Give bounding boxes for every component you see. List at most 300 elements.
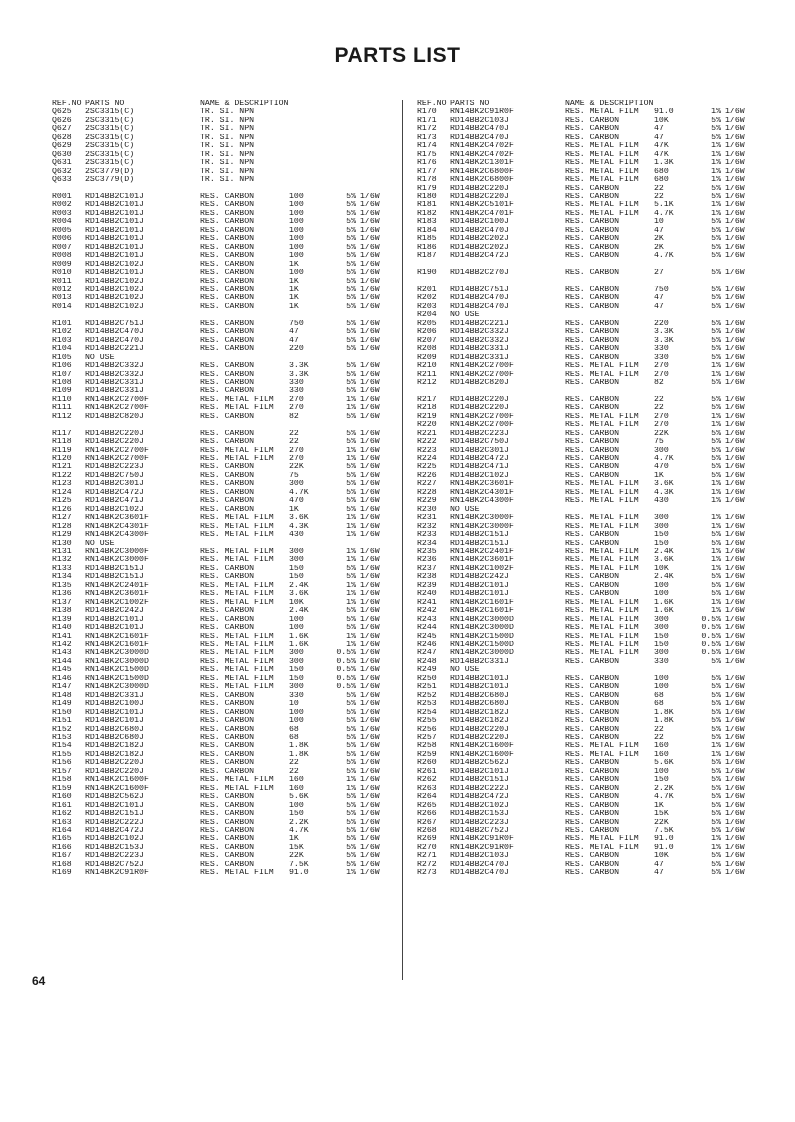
tolerance-cell: 5% (711, 226, 721, 235)
description-cell: RES. METAL FILM (200, 446, 274, 455)
wattage-cell: 1/6W (725, 446, 745, 455)
description-cell: RES. CARBON (200, 429, 255, 438)
ref-cell: R175 (417, 150, 437, 159)
wattage-cell: 1/6W (725, 607, 745, 616)
description-cell: TR. SI. NPN (200, 150, 255, 159)
tolerance-cell: 5% (346, 835, 356, 844)
wattage-cell: 1/6W (360, 201, 380, 210)
wattage-cell: 1/6W (360, 573, 380, 582)
wattage-cell: 1/6W (360, 564, 380, 573)
part-number-cell: RD14BB2C270J (450, 269, 509, 278)
tolerance-cell: 1% (711, 607, 721, 616)
description-cell: RES. CARBON (200, 691, 255, 700)
wattage-cell: 1/6W (725, 209, 745, 218)
wattage-cell: 1/6W (360, 598, 380, 607)
tolerance-cell: 5% (346, 860, 356, 869)
ref-cell: R203 (417, 302, 437, 311)
description-cell: RES. CARBON (200, 750, 255, 759)
ref-cell: R105 (52, 353, 72, 362)
ref-cell: R117 (52, 429, 72, 438)
wattage-cell: 1/6W (360, 784, 380, 793)
description-cell: RES. METAL FILM (200, 590, 274, 599)
header-ref: REF.NO (417, 100, 447, 108)
wattage-cell: 1/6W (360, 725, 380, 734)
part-number-cell: RD14BB2C680J (450, 700, 509, 709)
part-number-cell: RD14BB2C220J (85, 767, 144, 776)
table-row (52, 328, 386, 336)
part-number-cell: RN14BK2C3601F (450, 556, 514, 565)
value-cell: 1K (289, 835, 299, 844)
tolerance-cell: 1% (346, 395, 356, 404)
tolerance-cell: 5% (346, 826, 356, 835)
tolerance-cell: 5% (711, 810, 721, 819)
description-cell: RES. CARBON (565, 674, 620, 683)
ref-cell: R135 (52, 581, 72, 590)
table-row (52, 514, 386, 522)
tolerance-cell: 5% (711, 252, 721, 261)
ref-cell: R109 (52, 387, 72, 396)
description-cell: RES. CARBON (565, 319, 620, 328)
part-number-cell: RN14BK2C2700F (85, 395, 149, 404)
value-cell: 300 (289, 480, 304, 489)
table-row (52, 793, 386, 801)
value-cell: 160 (289, 776, 304, 785)
ref-cell: R006 (52, 235, 72, 244)
wattage-cell: 1/6W (360, 463, 380, 472)
description-cell: RES. METAL FILM (565, 564, 639, 573)
ref-cell: R212 (417, 378, 437, 387)
value-cell: 100 (289, 243, 304, 252)
value-cell: 2.2K (654, 784, 674, 793)
table-row (417, 497, 751, 505)
part-number-cell: RN14BK2C2401F (450, 548, 514, 557)
part-number-cell: RD14BB2C151J (85, 573, 144, 582)
part-number-cell: RN14BK2C3000D (450, 624, 514, 633)
part-number-cell: RD14BB2C101J (85, 209, 144, 218)
wattage-cell: 1/6W (360, 793, 380, 802)
wattage-cell: 1/6W (360, 767, 380, 776)
value-cell: 300 (289, 683, 304, 692)
value-cell: 430 (654, 497, 669, 506)
table-row (52, 108, 386, 116)
part-number-cell: 2SC3779(D) (85, 176, 135, 185)
wattage-cell: 1/6W (725, 793, 745, 802)
value-cell: 680 (654, 167, 669, 176)
value-cell: 10 (289, 700, 299, 709)
value-cell (289, 354, 332, 362)
tolerance-cell: 5% (346, 691, 356, 700)
ref-cell: R220 (417, 421, 437, 430)
value-cell: 10K (654, 852, 669, 861)
value-cell: 4.7K (654, 793, 674, 802)
wattage-cell: 1/6W (360, 826, 380, 835)
ref-cell: R227 (417, 480, 437, 489)
part-number-cell: RN14BK2C3000F (85, 548, 149, 557)
description-cell: RES. CARBON (200, 438, 255, 447)
table-row (417, 345, 751, 353)
tolerance-cell: 5% (346, 243, 356, 252)
value-cell: 82 (654, 378, 664, 387)
table-row (417, 624, 751, 632)
value-cell: 270 (289, 455, 304, 464)
ref-cell: R241 (417, 598, 437, 607)
part-number-cell: RD14BB2C332J (450, 328, 509, 337)
wattage-cell: 1/6W (725, 649, 745, 658)
wattage-cell: 1/6W (725, 319, 745, 328)
wattage-cell: 1/6W (360, 750, 380, 759)
ref-cell: Q632 (52, 167, 72, 176)
value-cell: 75 (654, 438, 664, 447)
value-cell: 100 (654, 590, 669, 599)
ref-cell: R202 (417, 294, 437, 303)
table-row (417, 362, 751, 370)
value-cell: 2.4K (654, 548, 674, 557)
tolerance-cell: 5% (711, 395, 721, 404)
value-cell (289, 151, 332, 159)
value-cell: 160 (654, 742, 669, 751)
tolerance-cell: 5% (711, 184, 721, 193)
table-row (52, 354, 386, 362)
table-row (52, 776, 386, 784)
wattage-cell: 1/6W (360, 218, 380, 227)
table-row (52, 717, 386, 725)
table-row (417, 413, 751, 421)
table-row (417, 269, 751, 277)
table-row (52, 125, 386, 133)
ref-cell: R209 (417, 353, 437, 362)
description-cell: RES. CARBON (565, 226, 620, 235)
part-number-cell: RD14BB2C472J (85, 488, 144, 497)
ref-cell: R149 (52, 700, 72, 709)
part-number-cell: RD14BB2C223J (450, 818, 509, 827)
description-cell: RES. METAL FILM (200, 683, 274, 692)
tolerance-cell: 5% (346, 733, 356, 742)
tolerance-cell: 1% (711, 142, 721, 151)
value-cell: 3.3K (654, 328, 674, 337)
part-number-cell: RN14BK2C1500D (85, 666, 149, 675)
tolerance-cell: 5% (711, 302, 721, 311)
part-number-cell: RD14BB2C220J (450, 725, 509, 734)
ref-cell: R156 (52, 759, 72, 768)
ref-cell: R211 (417, 370, 437, 379)
wattage-cell: 1/6W (725, 235, 745, 244)
wattage-cell: 1/6W (725, 810, 745, 819)
description-cell: RES. CARBON (565, 252, 620, 261)
table-row (417, 785, 751, 793)
table-row (417, 176, 751, 184)
description-cell: RES. METAL FILM (200, 598, 274, 607)
table-row (417, 802, 751, 810)
parts-table-left (52, 100, 386, 878)
ref-cell: R126 (52, 505, 72, 514)
tolerance-cell: 1% (346, 531, 356, 540)
description-cell: RES. CARBON (565, 793, 620, 802)
table-row (417, 294, 751, 302)
table-row (417, 201, 751, 209)
tolerance-cell: 5% (346, 319, 356, 328)
wattage-cell: 1/6W (360, 302, 380, 311)
wattage-cell: 1/6W (725, 488, 745, 497)
table-row (417, 134, 751, 142)
ref-cell: R148 (52, 691, 72, 700)
wattage-cell: 1/6W (360, 708, 380, 717)
tolerance-cell: 5% (711, 429, 721, 438)
part-number-cell: RD14BB2C101J (85, 243, 144, 252)
tolerance-cell: 1% (346, 590, 356, 599)
value-cell: 5.6K (289, 793, 309, 802)
description-cell: RES. METAL FILM (565, 607, 639, 616)
ref-cell: R167 (52, 852, 72, 861)
table-row (417, 827, 751, 835)
wattage-cell: 1/6W (725, 641, 745, 649)
description-cell: RES. METAL FILM (565, 522, 639, 531)
part-number-cell: RD14BB2C220J (450, 395, 509, 404)
value-cell: 270 (289, 446, 304, 455)
ref-cell: R120 (52, 455, 72, 464)
ref-cell: R240 (417, 590, 437, 599)
description-cell: RES. METAL FILM (565, 167, 639, 176)
table-row (52, 337, 386, 345)
ref-cell: R003 (52, 209, 72, 218)
tolerance-cell: 1% (711, 480, 721, 489)
table-row (52, 827, 386, 835)
value-cell: 3.6K (289, 514, 309, 523)
wattage-cell: 1/6W (360, 632, 380, 641)
table-row (52, 227, 386, 235)
table-row (52, 455, 386, 463)
tolerance-cell: 5% (346, 387, 356, 396)
description-cell: RES. CARBON (565, 395, 620, 404)
ref-cell: R002 (52, 201, 72, 210)
part-number-cell: 2SC3315(C) (85, 133, 135, 142)
part-number-cell: RD14BB2C470J (450, 860, 509, 869)
wattage-cell: 1/6W (725, 192, 745, 201)
tolerance-cell: 5% (346, 302, 356, 311)
part-number-cell: RD14BB2C101J (450, 674, 509, 683)
ref-cell: R152 (52, 725, 72, 734)
table-row (52, 159, 386, 167)
wattage-cell: 1/6W (360, 285, 380, 294)
table-row (417, 337, 751, 345)
value-cell: 22K (289, 463, 304, 472)
ref-cell: R268 (417, 826, 437, 835)
value-cell: 270 (654, 370, 669, 379)
tolerance-cell: 5% (346, 471, 356, 480)
part-number-cell: RD14BB2C102J (85, 285, 144, 294)
part-number-cell: RD14BB2C223J (450, 429, 509, 438)
value-cell: 22 (654, 184, 664, 193)
tolerance-cell: 5% (346, 328, 356, 337)
description-cell: RES. CARBON (565, 378, 620, 387)
description-cell: RES. CARBON (200, 505, 255, 514)
wattage-cell: 1/6W (725, 573, 745, 582)
tolerance-cell (332, 176, 360, 184)
description-cell: RES. CARBON (200, 201, 255, 210)
wattage-cell: 1/6W (725, 843, 745, 852)
description-cell: RES. CARBON (565, 446, 620, 455)
value-cell: 100 (289, 192, 304, 201)
table-row (52, 210, 386, 218)
table-row (417, 227, 751, 235)
table-row (417, 328, 751, 336)
ref-cell: R253 (417, 700, 437, 709)
wattage-cell: 1/6W (360, 674, 380, 683)
value-cell: 270 (289, 395, 304, 404)
tolerance-cell: 5% (346, 801, 356, 810)
ref-cell: R121 (52, 463, 72, 472)
description-cell: RES. CARBON (200, 826, 255, 835)
table-row (52, 413, 386, 421)
description-cell: RES. CARBON (200, 843, 255, 852)
description-cell: RES. METAL FILM (565, 843, 639, 852)
part-number-cell: RD14BB2C102J (85, 302, 144, 311)
wattage-cell: 1/6W (360, 691, 380, 700)
wattage-cell: 1/6W (725, 514, 745, 523)
value-cell: 82 (289, 412, 299, 421)
part-number-cell: RD14BB2C182J (450, 717, 509, 726)
table-row (52, 362, 386, 370)
description-cell: RES. CARBON (565, 683, 620, 692)
wattage-cell (360, 117, 386, 125)
wattage-cell: 1/6W (360, 860, 380, 869)
wattage-cell: 1/6W (725, 421, 745, 430)
wattage-cell: 1/6W (360, 590, 380, 599)
value-cell: 3.6K (289, 590, 309, 599)
value-cell: 300 (289, 556, 304, 565)
tolerance-cell: 5% (711, 852, 721, 861)
description-cell: RES. CARBON (200, 302, 255, 311)
value-cell (289, 540, 332, 548)
ref-cell: R228 (417, 488, 437, 497)
table-row (52, 345, 386, 353)
tolerance-cell (332, 540, 360, 548)
tolerance-cell: 1% (711, 370, 721, 379)
description-cell: RES. CARBON (200, 362, 255, 371)
description-cell: RES. METAL FILM (200, 632, 274, 641)
wattage-cell: 1/6W (725, 691, 745, 700)
value-cell: 10 (654, 218, 664, 227)
description-cell: RES. CARBON (200, 260, 255, 269)
table-row (417, 472, 751, 480)
part-number-cell: RD14BB2C101J (85, 801, 144, 810)
header-part: PARTS NO (450, 100, 490, 108)
description-cell: RES. CARBON (565, 429, 620, 438)
value-cell: 150 (654, 632, 669, 641)
part-number-cell: RD14BB2C472J (450, 252, 509, 261)
ref-cell: R262 (417, 776, 437, 785)
table-row (52, 472, 386, 480)
value-cell: 150 (289, 564, 304, 573)
value-cell: 2.4K (289, 607, 309, 616)
part-number-cell: RD14BB2C470J (450, 869, 509, 878)
value-cell: 150 (289, 674, 304, 683)
tolerance-cell: 5% (346, 793, 356, 802)
tolerance-cell: 5% (711, 353, 721, 362)
table-row (52, 218, 386, 226)
header-part: PARTS NO (85, 100, 125, 108)
wattage-cell: 1/6W (725, 776, 745, 785)
value-cell: 91.0 (654, 843, 674, 852)
part-number-cell: RD14BB2C220J (85, 429, 144, 438)
table-row (52, 852, 386, 860)
description-cell: RES. METAL FILM (565, 497, 639, 506)
tolerance-cell: 1% (711, 564, 721, 573)
ref-cell: R119 (52, 446, 72, 455)
description-cell: RES. CARBON (565, 243, 620, 252)
part-number-cell: RD14BB2C750J (450, 438, 509, 447)
tolerance-cell (332, 354, 360, 362)
part-number-cell: RD14BB2C101J (450, 767, 509, 776)
wattage-cell: 1/6W (725, 395, 745, 404)
value-cell: 3.6K (654, 556, 674, 565)
table-row (52, 802, 386, 810)
description-cell: RES. CARBON (200, 412, 255, 421)
part-number-cell: RN14BK2C6800F (450, 167, 514, 176)
tolerance-cell: 5% (346, 209, 356, 218)
part-number-cell: RD14BB2C472J (450, 793, 509, 802)
wattage-cell: 1/6W (360, 192, 380, 201)
tolerance-cell: 5% (711, 345, 721, 354)
part-number-cell: RD14BB2C751J (85, 319, 144, 328)
part-number-cell: 2SC3315(C) (85, 108, 135, 117)
ref-cell: R230 (417, 505, 437, 514)
value-cell: 22K (654, 429, 669, 438)
wattage-cell: 1/6W (360, 412, 380, 421)
ref-cell: R011 (52, 277, 72, 286)
ref-cell: R112 (52, 412, 72, 421)
value-cell: 1K (289, 505, 299, 514)
ref-cell: R160 (52, 793, 72, 802)
part-number-cell: RN14BK2C3000D (450, 649, 514, 658)
table-row (417, 590, 751, 598)
tolerance-cell: 5% (346, 759, 356, 768)
description-cell: RES. METAL FILM (565, 649, 639, 658)
tolerance-cell: 5% (346, 843, 356, 852)
wattage-cell: 1/6W (360, 683, 380, 692)
table-row (417, 709, 751, 717)
value-cell: 100 (289, 269, 304, 278)
table-row (52, 371, 386, 379)
value-cell: 100 (289, 615, 304, 624)
ref-cell: R141 (52, 632, 72, 641)
part-number-cell: RD14BB2C100J (450, 218, 509, 227)
table-row (52, 709, 386, 717)
value-cell: 330 (654, 345, 669, 354)
value-cell: 300 (654, 615, 669, 624)
part-number-cell: RD14BB2C102J (85, 260, 144, 269)
wattage-cell: 1/6W (725, 294, 745, 303)
description-cell: RES. CARBON (200, 209, 255, 218)
description-cell: RES. CARBON (565, 125, 620, 134)
table-row (52, 683, 386, 691)
parts-table-right (417, 100, 751, 878)
ref-cell: R263 (417, 784, 437, 793)
description-cell: RES. METAL FILM (565, 548, 639, 557)
value-cell: 68 (654, 700, 664, 709)
tolerance-cell: 5% (711, 674, 721, 683)
value-cell: 2.2K (289, 818, 309, 827)
table-row (52, 785, 386, 793)
value-cell: 160 (654, 750, 669, 759)
description-cell: RES. CARBON (565, 438, 620, 447)
wattage-cell: 1/6W (725, 159, 745, 168)
part-number-cell: RN14BK2C1500D (450, 641, 514, 649)
value-cell: 91.0 (654, 108, 674, 117)
ref-cell: R243 (417, 615, 437, 624)
part-number-cell: RD14BB2C100J (85, 700, 144, 709)
value-cell: 300 (654, 522, 669, 531)
table-row (417, 506, 751, 514)
